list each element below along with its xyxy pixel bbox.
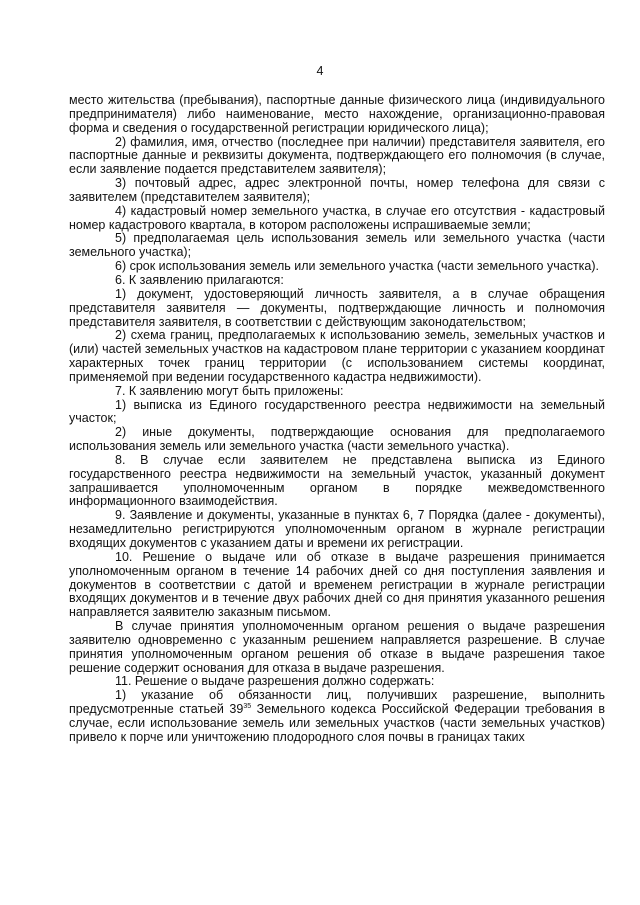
paragraph-item-4: 4) кадастровый номер земельного участка, в случае его отсутствия - кадастровый номер кадастрового квартала, в котором расположены испрашиваемые земли;	[69, 203, 605, 232]
document-body	[69, 94, 605, 745]
section-10: 10. Решение о выдаче или об отказе в выдаче разрешения принимается уполномоченным органом в течение 14 рабочих дней со дня поступления заявления и документов в соответствии с датой и временем регистрации в журнале регистрации входящих документов и в течение двух рабочих дней со дня принятия указанного решения направляется заявителю заказным письмом.	[69, 549, 605, 620]
section-9: 9. Заявление и документы, указанные в пунктах 6, 7 Порядка (далее - документы), незамедлительно регистрируются уполномоченным органом в журнале регистрации входящих документов с указанием даты и времени их регистрации.	[69, 508, 605, 550]
section-6-item-2: 2) схема границ, предполагаемых к использованию земель, земельных участков и (или) частей земельных участков на кадастровом плане территории с указанием координат характерных точек границ территории (с использованием системы координат, применяемой при ведении государственного кадастра недвижимости).	[69, 328, 605, 384]
section-7-heading: 7. К заявлению могут быть приложены:	[115, 383, 344, 398]
text-before-superscript: 1) указание об обязанности лиц, получивших разрешение, выполнить предусмотренные статьей 39	[69, 688, 605, 717]
section-10-continuation: В случае принятия уполномоченным органом решения о выдаче разрешения заявителю одновременно с указанным решением направляется разрешение. В случае принятия уполномоченным органом решения об отказе в выдаче разрешения такое решение содержит основания для отказа в выдаче разрешения.	[69, 619, 605, 675]
paragraph-item-6: 6) срок использования земель или земельного участка (части земельного участка).	[115, 259, 599, 274]
page-number: 4	[316, 64, 324, 78]
section-7-item-1: 1) выписка из Единого государственного реестра недвижимости на земельный участок;	[69, 397, 605, 426]
section-8: 8. В случае если заявителем не представлена выписка из Единого государственного реестра недвижимости на земельный участок, указанный документ запрашивается уполномоченным органом в порядке межведомственного информационного взаимодействия.	[69, 452, 605, 509]
paragraph-continuation: место жительства (пребывания), паспортные данные физического лица (индивидуального предпринимателя) либо наименование, место нахождение, организационно-правовая форма и сведения о государственной регистрации юридического лица);	[69, 93, 605, 135]
section-6-heading: 6. К заявлению прилагаются:	[115, 272, 284, 287]
paragraph-item-2: 2) фамилия, имя, отчество (последнее при наличии) представителя заявителя, его паспортные данные и реквизиты документа, подтверждающего его полномочия (в случае, если заявление подается представителем заявителя);	[69, 134, 605, 177]
text-after-superscript: Земельного кодекса Российской Федерации требования в случае, если использование земель или земельных участков (части земельных участков) привело к порче или уничтожению плодородного слоя почвы в границах таких	[69, 702, 605, 744]
section-11-item-1	[69, 689, 605, 744]
paragraph-item-5: 5) предполагаемая цель использования земель или земельного участка (части земельного участка);	[69, 231, 605, 260]
section-11-heading: 11. Решение о выдаче разрешения должно содержать:	[115, 674, 435, 689]
article-superscript: 35	[243, 703, 252, 711]
paragraph-item-3: 3) почтовый адрес, адрес электронной почты, номер телефона для связи с заявителем (представителем заявителя);	[69, 176, 605, 204]
section-6-item-1: 1) документ, удостоверяющий личность заявителя, а в случае обращения представителя заявителя — документы, подтверждающие личность и полномочия представителя заявителя, в соответствии с действующим законодательством;	[69, 286, 605, 329]
section-7-item-2: 2) иные документы, подтверждающие основания для предполагаемого использования земель или земельного участка (части земельного участка).	[69, 425, 605, 454]
